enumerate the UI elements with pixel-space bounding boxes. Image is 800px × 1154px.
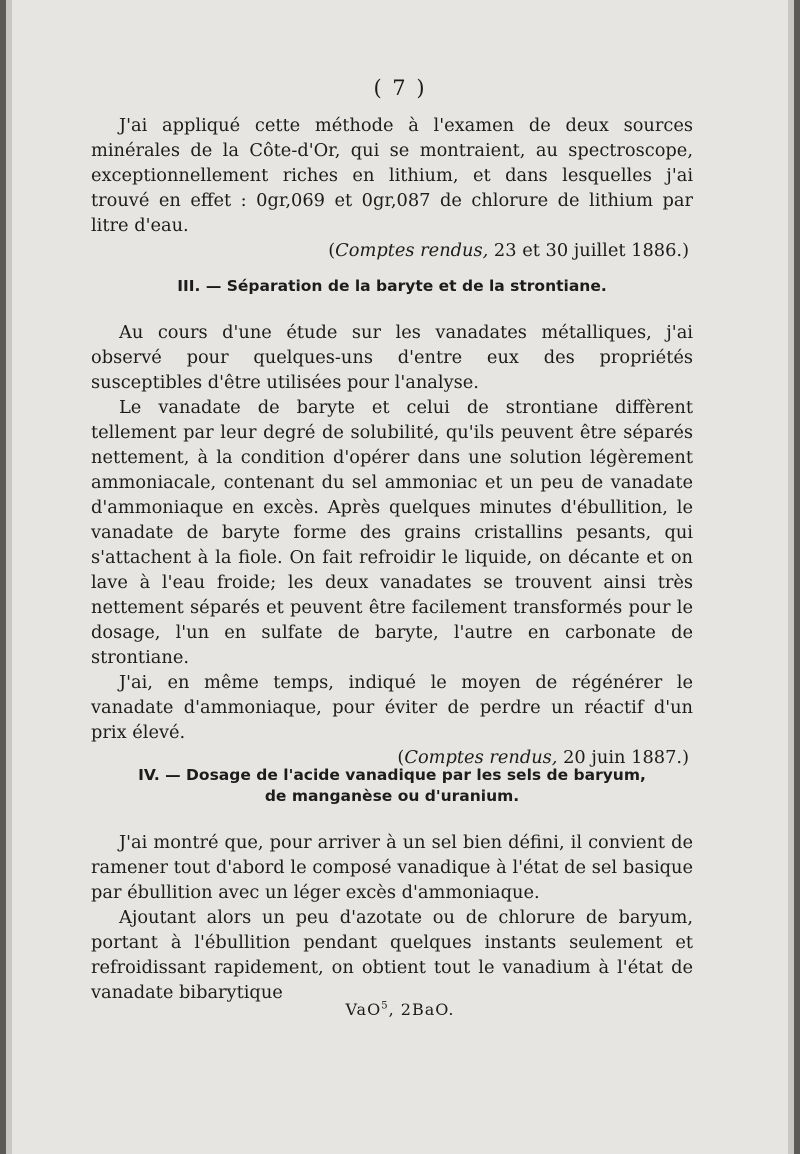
- section-heading: III. — Séparation de la baryte et de la strontiane.: [177, 277, 607, 295]
- section-heading-line: de manganèse ou d'uranium.: [264, 787, 520, 805]
- formula: [6, 1000, 794, 1019]
- citation: (Comptes rendus, 23 et 30 juillet 1886.): [328, 240, 689, 261]
- section3-body: [91, 320, 693, 770]
- paragraph: Au cours d'une étude sur les vanadates métalliques, j'ai observé pour quelques-uns d'entre eux des propriétés susceptibles d'être utilisées pour l'analyse.: [91, 322, 693, 393]
- citation-journal: Comptes rendus,: [404, 747, 558, 768]
- formula-base: VaO: [345, 1000, 382, 1019]
- paragraph: J'ai appliqué cette méthode à l'examen de deux sources minérales de la Côte-d'Or, qui se montraient, au spectroscope, exceptionnellement riches en lithium, et dans lesquelles j'ai trouvé en effet : 0gr,069 et 0gr,087 de chlorure de lithium par litre d'eau.: [91, 115, 693, 236]
- formula-exponent: 5: [381, 1000, 389, 1012]
- paragraph: Ajoutant alors un peu d'azotate ou de chlorure de baryum, portant à l'ébullition pendant quelques instants seulement et refroidissant rapidement, on obtient tout le vanadium à l'état de vanadate bibarytique: [91, 907, 693, 1003]
- page-left-edge: [6, 0, 12, 1154]
- section-heading: [91, 765, 693, 807]
- section4-body: [91, 830, 693, 1005]
- page: [6, 0, 794, 1154]
- citation-date: 20 juin 1887.: [563, 747, 683, 768]
- paragraph: J'ai montré que, pour arriver à un sel bien défini, il convient de ramener tout d'abord le composé vanadique à l'état de sel basique par ébullition avec un léger excès d'ammoniaque.: [91, 832, 693, 903]
- section2-continuation: [91, 113, 693, 263]
- section-heading-line: IV. — Dosage de l'acide vanadique par les sels de baryum,: [138, 766, 646, 784]
- citation-journal: Comptes rendus,: [335, 240, 489, 261]
- page-right-edge: [788, 0, 794, 1154]
- formula-rest: , 2BaO.: [388, 1000, 455, 1019]
- page-number: ( 7 ): [373, 76, 427, 100]
- citation-date: 23 et 30 juillet 1886.: [493, 240, 683, 261]
- paragraph: Le vanadate de baryte et celui de strontiane diffèrent tellement par leur degré de solubilité, qu'ils peuvent être séparés nettement, à la condition d'opérer dans une solution légèrement ammoniacale, contenant du sel ammoniac et un peu de vanadate d'ammoniaque en excès. Après quelques minutes d'ébullition, le vanadate de baryte forme des grains cristallins pesants, qui s'attachent à la fiole. On fait refroidir le liquide, on décante et on lave à l'eau froide; les deux vanadates se trouvent ainsi très nettement séparés et peuvent être facilement transformés pour le dosage, l'un en sulfate de baryte, l'autre en carbonate de strontiane.: [91, 397, 693, 668]
- paragraph: J'ai, en même temps, indiqué le moyen de régénérer le vanadate d'ammoniaque, pour éviter de perdre un réactif d'un prix élevé.: [91, 672, 693, 743]
- citation: (Comptes rendus, 20 juin 1887.): [397, 747, 689, 768]
